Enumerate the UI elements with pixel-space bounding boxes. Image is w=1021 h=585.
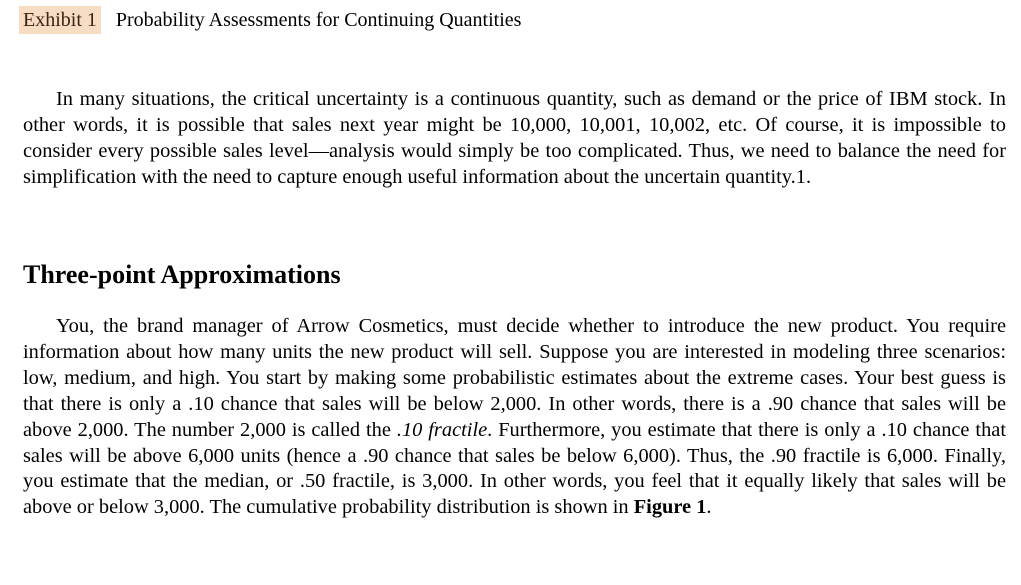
exhibit-header — [19, 6, 521, 34]
section-heading: Three-point Approximations — [23, 260, 341, 289]
fractile-term: .10 fractile — [396, 418, 488, 441]
exhibit-label: Exhibit 1 — [19, 6, 101, 34]
exhibit-title: Probability Assessments for Continuing Quantities — [115, 9, 522, 31]
intro-paragraph: In many situations, the critical uncertainty is a continuous quantity, such as demand or the price of IBM stock. In other words, it is possible that sales next year might be 10,000, 10,001, 10,002, etc. Of course, it is impossible to consider every possible sales level—analysis would simply be too complicated. Thus, we need to balance the need for simplification with the need to capture enough useful information about the uncertain quantity.1. — [23, 88, 1006, 188]
paragraph-text-middle: . Furthermore, you estimate that there is only a .10 chance that sales will be above 6,000 units (hence a .90 chance that sales be below 6,000). Thus, the .90 fractile is 6,000. Finally, you estimate that the median, or .50 fractile, is 3,000. In other words, you feel that it equally likely that sales will be above or below 3,000. The cumulative probability distribution is shown in — [23, 418, 1006, 519]
paragraph-text-end: . — [706, 496, 712, 519]
figure-reference: Figure 1 — [633, 496, 707, 519]
body-paragraph — [23, 314, 1006, 521]
paragraph-text-start: You, the brand manager of Arrow Cosmetics, must decide whether to introduce the new product. You require information about how many units the new product will sell. Suppose you are interested in modeling three scenarios: low, medium, and high. You start by making some probabilistic estimates about the extreme cases. Your best guess is that there is only a .10 chance that sales will be below 2,000. In other words, there is a .90 chance that sales will be above 2,000. The number 2,000 is called the — [23, 315, 1006, 441]
